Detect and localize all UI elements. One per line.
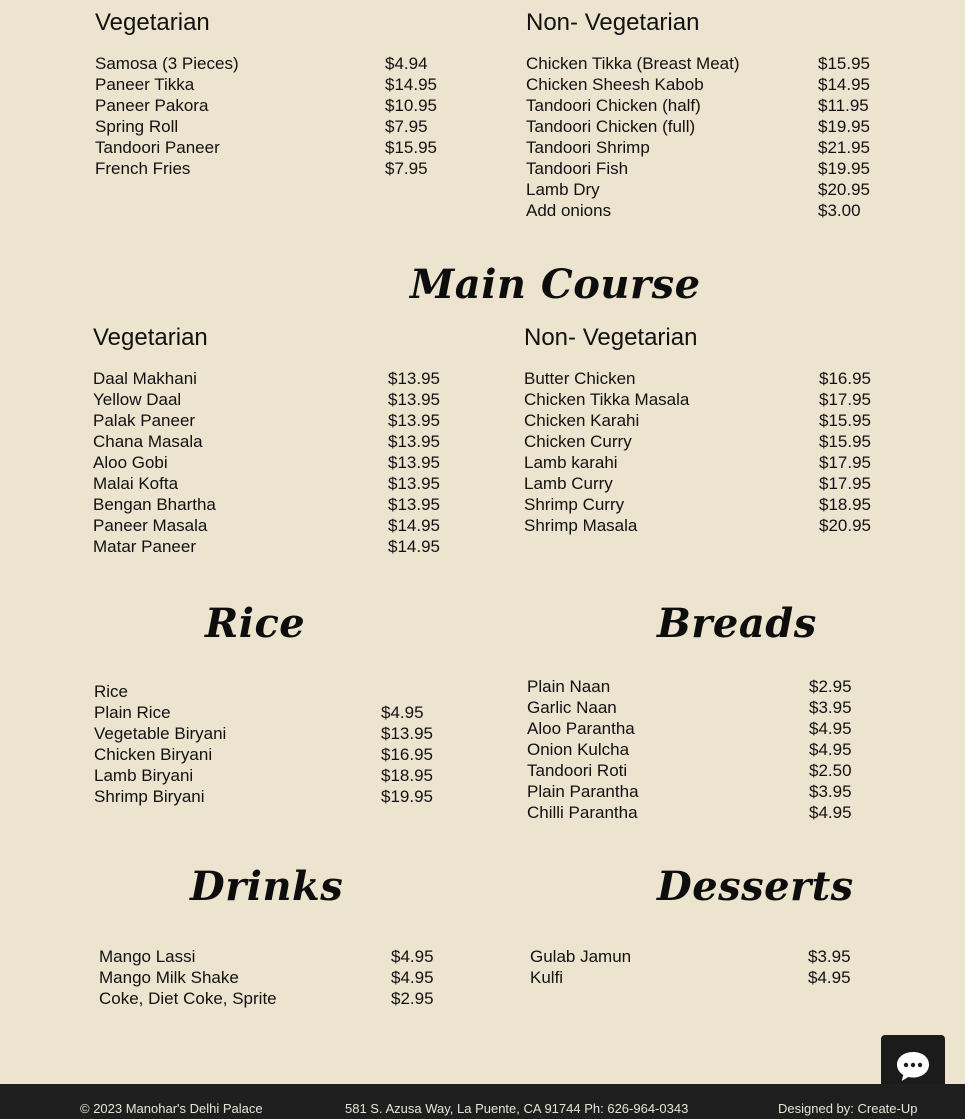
rice-section bbox=[94, 681, 454, 807]
drinks-section bbox=[99, 946, 459, 1009]
menu-item-price: $2.95 bbox=[809, 677, 852, 696]
menu-item-name: Samosa (3 Pieces) bbox=[95, 54, 239, 73]
menu-item bbox=[94, 723, 454, 744]
menu-item bbox=[526, 95, 886, 116]
menu-item-name: Palak Paneer bbox=[93, 411, 196, 430]
menu-item bbox=[527, 718, 887, 739]
menu-item-name: Paneer Tikka bbox=[95, 75, 195, 94]
menu-list bbox=[94, 681, 454, 807]
menu-item bbox=[527, 802, 887, 823]
menu-item bbox=[93, 494, 453, 515]
section-heading: Non- Vegetarian bbox=[524, 324, 698, 351]
menu-item-price: $4.95 bbox=[381, 703, 424, 722]
menu-item bbox=[93, 410, 453, 431]
menu-list bbox=[524, 368, 884, 536]
menu-item-price: $4.95 bbox=[391, 968, 434, 987]
menu-item bbox=[95, 116, 455, 137]
menu-item bbox=[524, 452, 884, 473]
menu-item-price: $3.95 bbox=[809, 698, 852, 717]
menu-item bbox=[99, 988, 459, 1009]
footer-copyright: © 2023 Manohar's Delhi Palace bbox=[80, 1101, 263, 1116]
menu-item-name: Chicken Karahi bbox=[524, 411, 640, 430]
menu-item-price: $10.95 bbox=[385, 96, 437, 115]
menu-item bbox=[526, 137, 886, 158]
menu-item bbox=[99, 946, 459, 967]
menu-item bbox=[93, 515, 453, 536]
menu-item bbox=[526, 158, 886, 179]
menu-item-price: $13.95 bbox=[388, 369, 440, 388]
menu-item-name: Chana Masala bbox=[93, 432, 203, 451]
menu-item-name: Malai Kofta bbox=[93, 474, 179, 493]
menu-item-name: Bengan Bhartha bbox=[93, 495, 216, 514]
menu-item bbox=[94, 786, 454, 807]
menu-item-price: $17.95 bbox=[819, 474, 871, 493]
menu-item-price: $19.95 bbox=[818, 159, 870, 178]
menu-item-price: $20.95 bbox=[819, 516, 871, 535]
menu-item bbox=[527, 781, 887, 802]
menu-item-name: Shrimp Biryani bbox=[94, 787, 205, 806]
menu-item-name: Tandoori Fish bbox=[526, 159, 629, 178]
menu-item-price: $4.95 bbox=[809, 719, 852, 738]
menu-item-price: $7.95 bbox=[385, 117, 428, 136]
menu-item-name: Plain Parantha bbox=[527, 782, 639, 801]
menu-item-price: $16.95 bbox=[819, 369, 871, 388]
menu-item-price: $14.95 bbox=[388, 516, 440, 535]
menu-item-price: $3.00 bbox=[818, 201, 861, 220]
main-veg-section bbox=[93, 323, 453, 557]
menu-item-name: Paneer Masala bbox=[93, 516, 208, 535]
menu-item-price: $15.95 bbox=[818, 54, 870, 73]
main-nonveg-section bbox=[524, 323, 884, 536]
menu-item-price: $15.95 bbox=[819, 411, 871, 430]
menu-item bbox=[95, 53, 455, 74]
menu-item bbox=[530, 967, 890, 988]
breads-title: Breads bbox=[657, 600, 817, 647]
menu-item bbox=[94, 702, 454, 723]
menu-item-price: $2.95 bbox=[391, 989, 434, 1008]
menu-item-name: Aloo Gobi bbox=[93, 453, 168, 472]
menu-item-price: $7.95 bbox=[385, 159, 428, 178]
menu-item bbox=[524, 515, 884, 536]
menu-item bbox=[526, 116, 886, 137]
menu-item bbox=[524, 431, 884, 452]
menu-item-price: $15.95 bbox=[385, 138, 437, 157]
menu-item-name: Mango Milk Shake bbox=[99, 968, 239, 987]
desserts-section bbox=[530, 946, 890, 988]
menu-item-name: Spring Roll bbox=[95, 117, 179, 136]
menu-item bbox=[94, 765, 454, 786]
menu-item bbox=[524, 389, 884, 410]
menu-item-name: Chilli Parantha bbox=[527, 803, 638, 822]
footer-credit-link[interactable]: Designed by: Create-Up bbox=[778, 1101, 918, 1116]
menu-item bbox=[527, 676, 887, 697]
menu-item-price: $3.95 bbox=[808, 947, 851, 966]
menu-item-name: Aloo Parantha bbox=[527, 719, 635, 738]
menu-item-name: Butter Chicken bbox=[524, 369, 636, 388]
menu-item-price: $14.95 bbox=[388, 537, 440, 556]
menu-item-name: Tandoori Paneer bbox=[95, 138, 220, 157]
appetizers-veg-section bbox=[95, 8, 455, 179]
menu-item bbox=[95, 158, 455, 179]
menu-item-price: $13.95 bbox=[381, 724, 433, 743]
menu-item-price: $13.95 bbox=[388, 411, 440, 430]
menu-item bbox=[93, 389, 453, 410]
menu-item-name: Chicken Tikka Masala bbox=[524, 390, 690, 409]
menu-item-name: Rice bbox=[94, 682, 129, 701]
menu-item-name: Tandoori Shrimp bbox=[526, 138, 650, 157]
menu-item-name: Lamb karahi bbox=[524, 453, 618, 472]
menu-item-name: French Fries bbox=[95, 159, 191, 178]
menu-item-name: Plain Naan bbox=[527, 677, 611, 696]
menu-item-name: Shrimp Masala bbox=[524, 516, 638, 535]
menu-item bbox=[99, 967, 459, 988]
menu-item-price: $13.95 bbox=[388, 453, 440, 472]
menu-item bbox=[526, 53, 886, 74]
menu-item-name: Lamb Dry bbox=[526, 180, 600, 199]
menu-item-price: $16.95 bbox=[381, 745, 433, 764]
menu-item-name: Chicken Biryani bbox=[94, 745, 213, 764]
menu-item-price: $13.95 bbox=[388, 390, 440, 409]
menu-item bbox=[530, 946, 890, 967]
menu-item-price: $18.95 bbox=[381, 766, 433, 785]
desserts-title: Desserts bbox=[657, 863, 854, 910]
menu-item-price: $2.50 bbox=[809, 761, 852, 780]
menu-item-price: $18.95 bbox=[819, 495, 871, 514]
menu-item-price: $19.95 bbox=[381, 787, 433, 806]
menu-item-name: Shrimp Curry bbox=[524, 495, 625, 514]
drinks-title: Drinks bbox=[190, 863, 344, 910]
menu-item-name: Plain Rice bbox=[94, 703, 171, 722]
menu-item-price: $15.95 bbox=[819, 432, 871, 451]
footer bbox=[0, 1084, 965, 1119]
menu-item-price: $13.95 bbox=[388, 474, 440, 493]
menu-item-name: Matar Paneer bbox=[93, 537, 196, 556]
menu-item-price: $3.95 bbox=[809, 782, 852, 801]
menu-item-price: $17.95 bbox=[819, 453, 871, 472]
rice-title: Rice bbox=[205, 600, 306, 647]
menu-item-name: Daal Makhani bbox=[93, 369, 197, 388]
menu-item bbox=[93, 368, 453, 389]
section-heading: Non- Vegetarian bbox=[526, 9, 700, 36]
menu-item bbox=[94, 681, 454, 702]
menu-item-name: Lamb Curry bbox=[524, 474, 613, 493]
main-course-title: Main Course bbox=[410, 261, 701, 308]
menu-item-price: $14.95 bbox=[385, 75, 437, 94]
menu-list bbox=[93, 368, 453, 557]
menu-item bbox=[526, 200, 886, 221]
menu-item-name: Mango Lassi bbox=[99, 947, 196, 966]
menu-item-price: $19.95 bbox=[818, 117, 870, 136]
menu-item-price: $4.94 bbox=[385, 54, 428, 73]
menu-item-name: Garlic Naan bbox=[527, 698, 617, 717]
menu-item bbox=[526, 179, 886, 200]
section-heading: Vegetarian bbox=[95, 9, 210, 36]
menu-item bbox=[526, 74, 886, 95]
menu-item bbox=[527, 697, 887, 718]
menu-item bbox=[93, 452, 453, 473]
menu-list bbox=[526, 53, 886, 221]
menu-item-price: $21.95 bbox=[818, 138, 870, 157]
menu-item bbox=[524, 494, 884, 515]
menu-item-price: $14.95 bbox=[818, 75, 870, 94]
menu-item bbox=[527, 739, 887, 760]
menu-item-name: Paneer Pakora bbox=[95, 96, 209, 115]
menu-item bbox=[527, 760, 887, 781]
menu-item bbox=[93, 473, 453, 494]
menu-item-name: Chicken Tikka (Breast Meat) bbox=[526, 54, 740, 73]
menu-item-name: Lamb Biryani bbox=[94, 766, 194, 785]
appetizers-nonveg-section bbox=[526, 8, 886, 221]
menu-item bbox=[93, 431, 453, 452]
menu-item-price: $4.95 bbox=[391, 947, 434, 966]
menu-list bbox=[95, 53, 455, 179]
menu-item-name: Tandoori Chicken (full) bbox=[526, 117, 696, 136]
menu-item-price: $4.95 bbox=[809, 803, 852, 822]
menu-item-name: Chicken Sheesh Kabob bbox=[526, 75, 704, 94]
menu-item-name: Add onions bbox=[526, 201, 612, 220]
menu-item bbox=[95, 74, 455, 95]
menu-item bbox=[94, 744, 454, 765]
menu-item-price: $17.95 bbox=[819, 390, 871, 409]
menu-item-price: $13.95 bbox=[388, 432, 440, 451]
menu-item-name: Tandoori Roti bbox=[527, 761, 628, 780]
menu-item-name: Chicken Curry bbox=[524, 432, 632, 451]
menu-item-name: Tandoori Chicken (half) bbox=[526, 96, 701, 115]
footer-address: 581 S. Azusa Way, La Puente, CA 91744 Ph: 626-964-0343 bbox=[345, 1101, 689, 1116]
menu-item-name: Vegetable Biryani bbox=[94, 724, 227, 743]
menu-item-price: $4.95 bbox=[809, 740, 852, 759]
menu-item bbox=[524, 410, 884, 431]
section-heading: Vegetarian bbox=[93, 324, 208, 351]
menu-item-price: $11.95 bbox=[818, 96, 869, 115]
menu-item-price: $20.95 bbox=[818, 180, 870, 199]
menu-item-name: Gulab Jamun bbox=[530, 947, 632, 966]
menu-item-price: $13.95 bbox=[388, 495, 440, 514]
menu-item-name: Kulfi bbox=[530, 968, 564, 987]
menu-list bbox=[99, 946, 459, 1009]
menu-item bbox=[524, 473, 884, 494]
menu-list bbox=[530, 946, 890, 988]
breads-section bbox=[527, 676, 887, 823]
menu-item-name: Coke, Diet Coke, Sprite bbox=[99, 989, 277, 1008]
menu-item bbox=[524, 368, 884, 389]
menu-list bbox=[527, 676, 887, 823]
menu-item-price: $4.95 bbox=[808, 968, 851, 987]
menu-item-name: Yellow Daal bbox=[93, 390, 182, 409]
menu-item-name: Onion Kulcha bbox=[527, 740, 630, 759]
menu-item bbox=[95, 95, 455, 116]
menu-item bbox=[95, 137, 455, 158]
menu-item bbox=[93, 536, 453, 557]
